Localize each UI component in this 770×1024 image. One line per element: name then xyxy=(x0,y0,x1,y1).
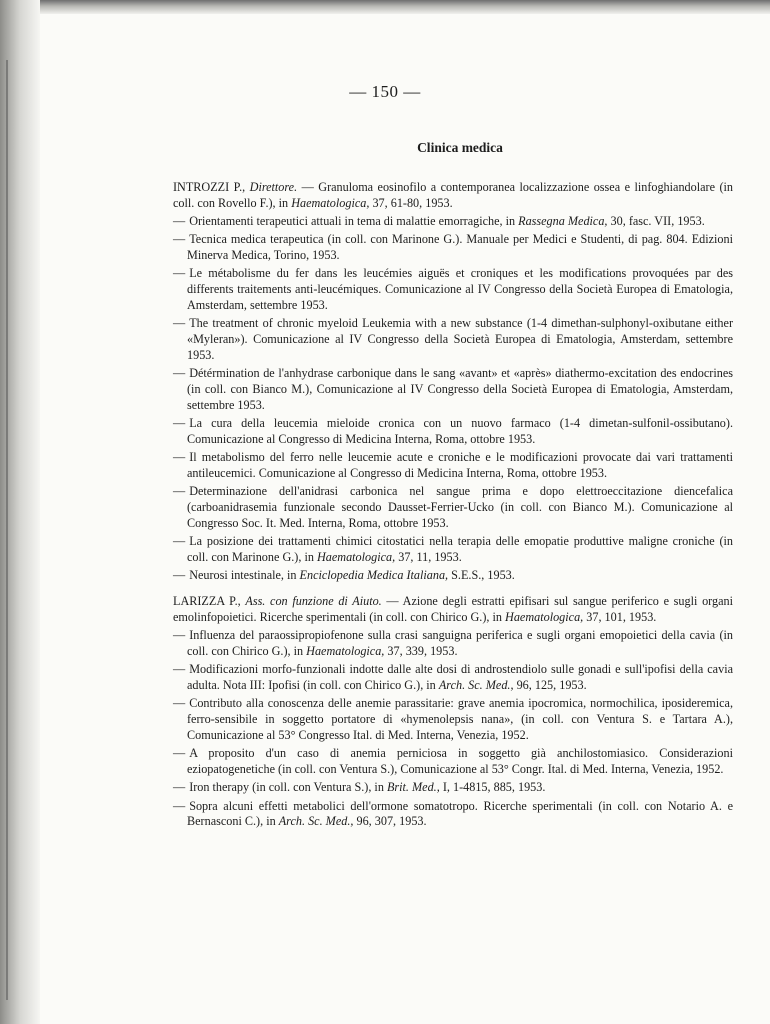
bib-entry: — Orientamenti terapeutici attuali in tema di malattie emorragiche, in Rassegna Medica, 30, fasc. VII, 1953. xyxy=(173,214,705,229)
bib-entry: — Il metabolismo del ferro nelle leucemie acute e croniche e le modificazioni provocate dai vari trattamenti antileucemici. Comunicazione al Congresso di Medicina Interna, Roma, ottobre 1953. xyxy=(173,450,733,481)
author-role: Ass. con funzione di Aiuto. xyxy=(245,594,382,609)
author-name: INTROZZI P. xyxy=(173,180,243,194)
bib-entry: — Influenza del paraossipropiofenone sulla crasi sanguigna periferica e sugli organi emopoietici della cavia (in coll. con Chirico G.), in Haematologica, 37, 339, 1953. xyxy=(173,628,733,659)
bib-entry: — Détérmination de l'anhydrase carbonique dans le sang «avant» et «après» diathermo-excitation des endocrines (in coll. con Bianco M.), Comunicazione al IV Congresso della Società Europea di Ematologia, Amsterdam, settembre 1953. xyxy=(173,366,733,412)
scan-shadow-top xyxy=(0,0,770,14)
bib-entry: — Sopra alcuni effetti metabolici dell'ormone somatotropo. Ricerche sperimentali (in coll. con Notario A. e Bernasconi C.), in Arch. Sc. Med., 96, 307, 1953. xyxy=(173,798,733,829)
bib-entry: — Tecnica medica terapeutica (in coll. con Marinone G.). Manuale per Medici e Studenti, di pag. 804. Edizioni Minerva Medica, Torino, 1953. xyxy=(173,232,733,263)
bib-entry: — La posizione dei trattamenti chimici citostatici nella terapia delle emopatie produttive maligne croniche (in coll. con Marinone G.), in Haematologica, 37, 11, 1953. xyxy=(173,534,733,565)
bib-entry: INTROZZI P., Direttore. — Granuloma eosinofilo a contemporanea localizzazione ossea e linfoghiandolare (in coll. con Rovello F.), in Haematologica, 37, 61-80, 1953. xyxy=(173,180,733,210)
author-name: LARIZZA P. xyxy=(173,594,238,609)
bib-entry: — Neurosi intestinale, in Enciclopedia Medica Italiana, S.E.S., 1953. xyxy=(173,568,515,583)
bib-entry: — Iron therapy (in coll. con Ventura S.), in Brit. Med., I, 1-4815, 885, 1953. xyxy=(173,780,546,795)
bib-entry: — Modificazioni morfo-funzionali indotte dalle alte dosi di androstendiolo sulle gonadi e sull'ipofisi della cavia adulta. Nota III: Ipofisi (in coll. con Chirico G.), in Arch. Sc. Med., 96, 125, 1953. xyxy=(173,662,733,693)
section-title: Clinica medica xyxy=(417,140,503,155)
bib-entry: LARIZZA P., Ass. con funzione di Aiuto. — Azione degli estratti epifisari sul sangue periferico e sugli organi emolinfopoietici. Ricerche sperimentali (in coll. con Chirico G.), in Haematologica, 37, 101, 1953. xyxy=(173,594,733,624)
author-block-larizza xyxy=(173,594,733,830)
bibliography xyxy=(173,180,733,837)
bib-entry: — Contributo alla conoscenza delle anemie parassitarie: grave anemia ipocromica, normochilica, iposideremica, ferro-sensibile in soggetto portatore di «hymenolepsis nana», (in coll. con Ventura S. e Tartara A.), Comunicazione al 53° Congresso Ital. di Med. Interna, Venezia, 1952. xyxy=(173,696,733,742)
bib-entry: — Le métabolisme du fer dans les leucémies aiguës et croniques et les modifications provoquées par des differents traitements anti-leucémiques. Comunicazione al IV Congresso della Società Europea di Ematologia, Amsterdam, settembre 1953. xyxy=(173,266,733,313)
binding-edge xyxy=(6,60,8,1000)
bib-entry: — The treatment of chronic myeloid Leukemia with a new substance (1-4 dimethan-sulphonyl-oxibutane either «Myleran»). Comunicazione al IV Congresso della Società Europea di Ematologia, Amsterdam, settembre 1953. xyxy=(173,316,733,362)
bib-entry: — La cura della leucemia mieloide cronica con un nuovo farmaco (1-4 dimetan-sulfonil-ossibutano). Comunicazione al Congresso di Medicina Interna, Roma, ottobre 1953. xyxy=(173,416,733,446)
bib-entry: — A proposito d'un caso di anemia perniciosa in soggetto già anchilostomiasico. Considerazioni eziopatogenetiche (in coll. con Ventura S.), Comunicazione al 53° Congr. Ital. di Med. Interna, Venezia, 1952. xyxy=(173,746,733,777)
author-block-introzzi xyxy=(173,180,733,584)
bib-entry: — Determinazione dell'anidrasi carbonica nel sangue prima e dopo elettroeccitazione diencefalica (carboanidrasemia funzionale secondo Dausset-Ferrier-Ucko (in coll. con Bianco M.). Comunicazione al Congresso Soc. It. Med. Interna, Roma, ottobre 1953. xyxy=(173,484,733,530)
author-role: Direttore. xyxy=(249,180,298,194)
page-number: — 150 — xyxy=(349,82,421,101)
